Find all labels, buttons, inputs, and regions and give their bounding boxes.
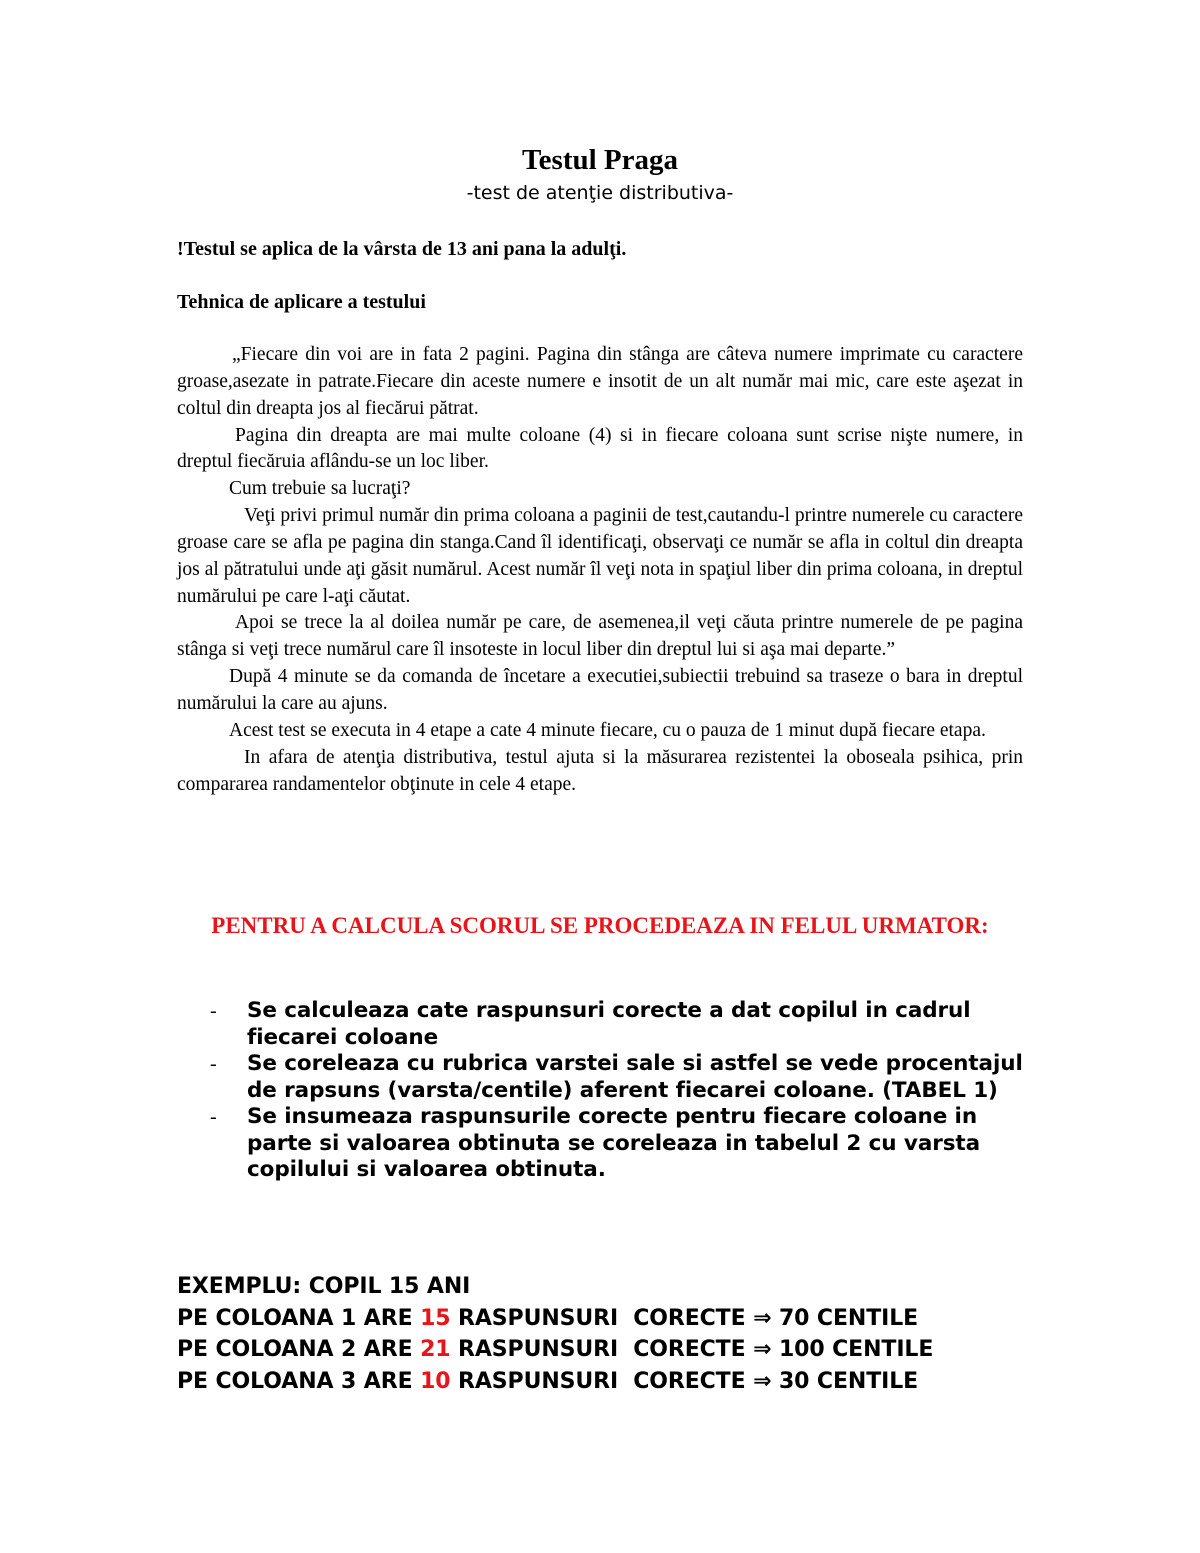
section-heading: Tehnica de aplicare a testului — [177, 291, 426, 313]
example-row — [177, 1303, 1077, 1335]
bullet-dash: - — [210, 1106, 217, 1128]
list-item-text: Se insumeaza raspunsurile corecte pentru fiecare coloane in parte si valoarea obtinuta se coreleaza in tabelul 2 cu varsta copilului si valoarea obtinuta. — [247, 1104, 981, 1182]
age-notice: !Testul se aplica de la vârsta de 13 ani pana la adulţi. — [177, 238, 627, 260]
paragraph: După 4 minute se da comanda de încetare a executiei,subiectii trebuind sa traseze o bara in dreptul numărului la care au ajuns. — [177, 666, 1023, 714]
instructions-body — [177, 342, 1023, 798]
example-row-count: 10 — [420, 1369, 451, 1395]
score-heading: PENTRU A CALCULA SCORUL SE PROCEDEAZA IN FELUL URMATOR: — [211, 913, 989, 938]
paragraph: In afara de atenţia distributiva, testul ajuta si la măsurarea rezistentei la oboseala psihica, prin compararea randamentelor obţinute in cele 4 etape. — [177, 746, 1023, 795]
scoring-steps-list — [210, 998, 1030, 1184]
paragraph: Veţi privi primul număr din prima coloana a paginii de test,cautandu-l printre numerele cu caractere groase care se afla pe pagina din stanga.Cand îl identificaţi, observaţi ce număr se afla in coltul din dreapta jos al pătratului unde aţi găsit numărul. Acest număr îl veţi nota in spaţiul liber din prima coloana, in dreptul numărului pe care l-aţi căutat. — [177, 505, 1023, 607]
example-block — [177, 1271, 1077, 1398]
example-heading: EXEMPLU: COPIL 15 ANI — [177, 1274, 471, 1299]
list-item-text: Se calculeaza cate raspunsuri corecte a dat copilul in cadrul fiecarei coloane — [247, 998, 971, 1050]
example-row-suffix: RASPUNSURI CORECTE ⇒ 100 CENTILE — [450, 1337, 934, 1363]
example-row-suffix: RASPUNSURI CORECTE ⇒ 70 CENTILE — [450, 1305, 919, 1331]
paragraph: Apoi se trece la al doilea număr pe care, de asemenea,il veţi căuta printre numerele de pe pagina stânga si veţi trece numărul care îl insoteste in locul liber din dreptul lui si aşa mai departe.” — [177, 612, 1023, 661]
paragraph: Pagina din dreapta are mai multe coloane (4) si in fiecare coloana sunt scrise nişte numere, in dreptul fiecăruia aflându-se un loc liber. — [177, 424, 1023, 473]
paragraph: „Fiecare din voi are in fata 2 pagini. Pagina din stânga are câteva numere imprimate cu caractere groase,asezate in patrate.Fiecare din aceste numere e insotit de un alt număr mai mic, care este aşezat in coltul din dreapta jos al fiecărui pătrat. — [177, 344, 1023, 419]
example-row — [177, 1334, 1077, 1366]
example-row-prefix: PE COLOANA 1 ARE — [177, 1305, 421, 1331]
list-item — [210, 998, 1030, 1051]
example-row-prefix: PE COLOANA 3 ARE — [177, 1369, 421, 1395]
paragraph: Acest test se executa in 4 etape a cate 4 minute fiecare, cu o pauza de 1 minut după fiecare etapa. — [229, 719, 986, 741]
list-item-text: Se coreleaza cu rubrica varstei sale si astfel se vede procentajul de rapsuns (varsta/centile) aferent fiecarei coloane. (TABEL 1) — [247, 1051, 1023, 1103]
list-item — [210, 1051, 1030, 1104]
bullet-dash: - — [210, 1000, 217, 1022]
bullet-dash: - — [210, 1053, 217, 1075]
example-row — [177, 1366, 1077, 1398]
example-row-suffix: RASPUNSURI CORECTE ⇒ 30 CENTILE — [450, 1369, 919, 1395]
example-row-count: 15 — [420, 1305, 451, 1331]
example-row-count: 21 — [420, 1337, 451, 1363]
document-subtitle: -test de atenţie distributiva- — [466, 182, 734, 204]
example-row-prefix: PE COLOANA 2 ARE — [177, 1337, 421, 1363]
list-item — [210, 1104, 1030, 1184]
paragraph: Cum trebuie sa lucraţi? — [229, 478, 411, 500]
document-title: Testul Praga — [521, 144, 679, 176]
